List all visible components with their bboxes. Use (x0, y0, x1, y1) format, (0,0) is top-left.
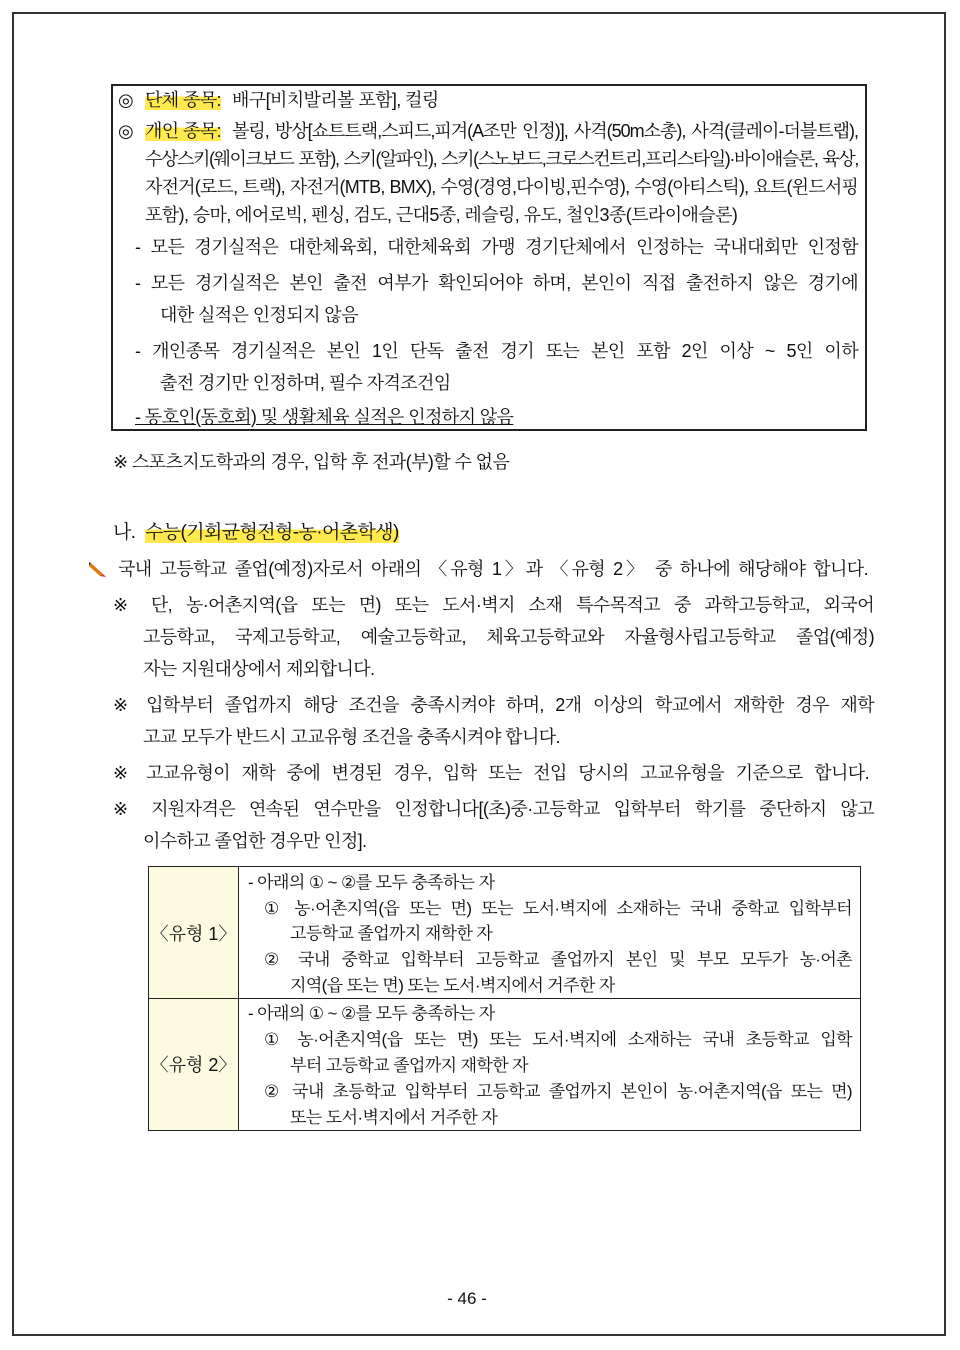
type1-line: - 아래의 ① ~ ②를 모두 충족하는 자 (248, 873, 495, 892)
indiv-events-text: 수상스키(웨이크보드 포함), 스키(알파인), 스키(스노보드,크로스컨트리,프리스타일)·바이애슬론, 육상, (145, 149, 858, 169)
rule-line: - 동호인(동호회) 및 생활체육 실적은 인정하지 않음 (135, 407, 514, 427)
note-line: 자는 지원대상에서 제외합니다. (143, 659, 375, 679)
double-circle-icon: ◎ (118, 121, 134, 141)
team-events-label: 단체 종목: (145, 90, 221, 110)
double-circle-icon: ◎ (118, 90, 134, 110)
type1-label: 〈유형 1〉 (149, 867, 239, 998)
rule-line: 대한 실적은 인정되지 않음 (160, 305, 358, 325)
section-title: 수능(기회균형전형-농·어촌학생) (145, 522, 399, 543)
note-line: ※ 고교유형이 재학 중에 변경된 경우, 입학 또는 전입 당시의 고교유형을 기준으로 합니다. (113, 763, 869, 783)
note-line: ※ 지원자격은 연속된 연수만을 인정합니다[(초)중·고등학교 입학부터 학기를 중단하지 않고 (113, 799, 874, 819)
section-intro: 국내 고등학교 졸업(예정)자로서 아래의 〈유형 1〉과 〈유형 2〉 중 하나에 해당해야 합니다. (118, 559, 868, 579)
indiv-events-text: 포함), 승마, 에어로빅, 펜싱, 검도, 근대5종, 레슬링, 유도, 철인3종(트라이애슬론) (145, 205, 738, 225)
team-events-text: 배구[비치발리볼 포함], 컬링 (232, 90, 439, 110)
transfer-note: ※ 스포츠지도학과의 경우, 입학 후 전과(부)할 수 없음 (113, 452, 510, 472)
indiv-events-label: 개인 종목: (145, 121, 221, 141)
type1-line: 고등학교 졸업까지 재학한 자 (290, 924, 493, 943)
rule-line: - 모든 경기실적은 본인 출전 여부가 확인되어야 하며, 본인이 직접 출전하지 않은 경기에 (135, 273, 858, 293)
type2-line: ② 국내 초등학교 입학부터 고등학교 졸업까지 본인이 농·어촌지역(읍 또는 면) (264, 1082, 852, 1101)
rule-line: - 개인종목 경기실적은 본인 1인 단독 출전 경기 또는 본인 포함 2인 이상 ~ 5인 이하 (135, 341, 858, 361)
type2-line: 또는 도서·벽지에서 거주한 자 (290, 1108, 498, 1127)
pencil-icon (88, 560, 108, 578)
type2-line: ① 농·어촌지역(읍 또는 면) 또는 도서·벽지에 소재하는 국내 초등학교 입학 (264, 1030, 852, 1049)
page-number: - 46 - (447, 1289, 487, 1308)
type2-label: 〈유형 2〉 (149, 998, 239, 1130)
type1-line: ① 농·어촌지역(읍 또는 면) 또는 도서·벽지에 소재하는 국내 중학교 입학부터 (264, 899, 852, 918)
type2-line: 부터 고등학교 졸업까지 재학한 자 (290, 1056, 529, 1075)
note-line: 고교 모두가 반드시 고교유형 조건을 충족시켜야 합니다. (143, 727, 560, 747)
type2-line: - 아래의 ① ~ ②를 모두 충족하는 자 (248, 1004, 495, 1023)
indiv-events-text: 자전거(로드, 트랙), 자전거(MTB, BMX), 수영(경영,다이빙,핀수영), 수영(아티스틱), 요트(윈드서핑 (145, 177, 858, 197)
rule-line: 출전 경기만 인정하며, 필수 자격조건임 (160, 373, 451, 393)
note-line: 이수하고 졸업한 경우만 인정]. (143, 831, 367, 851)
section-prefix: 나. (113, 522, 136, 543)
indiv-events-text: 볼링, 방상[쇼트트랙,스피드,피겨(A조만 인정)], 사격(50m소총), 사격(클레이-더블트랩), (232, 121, 858, 141)
rule-line: - 모든 경기실적은 대한체육회, 대한체육회 가맹 경기단체에서 인정하는 국내대회만 인정함 (135, 237, 858, 257)
note-line: ※ 단, 농·어촌지역(읍 또는 면) 또는 도서·벽지 소재 특수목적고 중 과학고등학교, 외국어 (113, 595, 874, 615)
type1-line: ② 국내 중학교 입학부터 고등학교 졸업까지 본인 및 부모 모두가 농·어촌 (264, 950, 852, 969)
note-line: 고등학교, 국제고등학교, 예술고등학교, 체육고등학교와 자율형사립고등학교 졸업(예정) (143, 627, 874, 647)
row-divider (149, 998, 860, 999)
note-line: ※ 입학부터 졸업까지 해당 조건을 충족시켜야 하며, 2개 이상의 학교에서 재학한 경우 재학 (113, 695, 874, 715)
type1-line: 지역(읍 또는 면) 또는 도서·벽지에서 거주한 자 (290, 976, 615, 995)
